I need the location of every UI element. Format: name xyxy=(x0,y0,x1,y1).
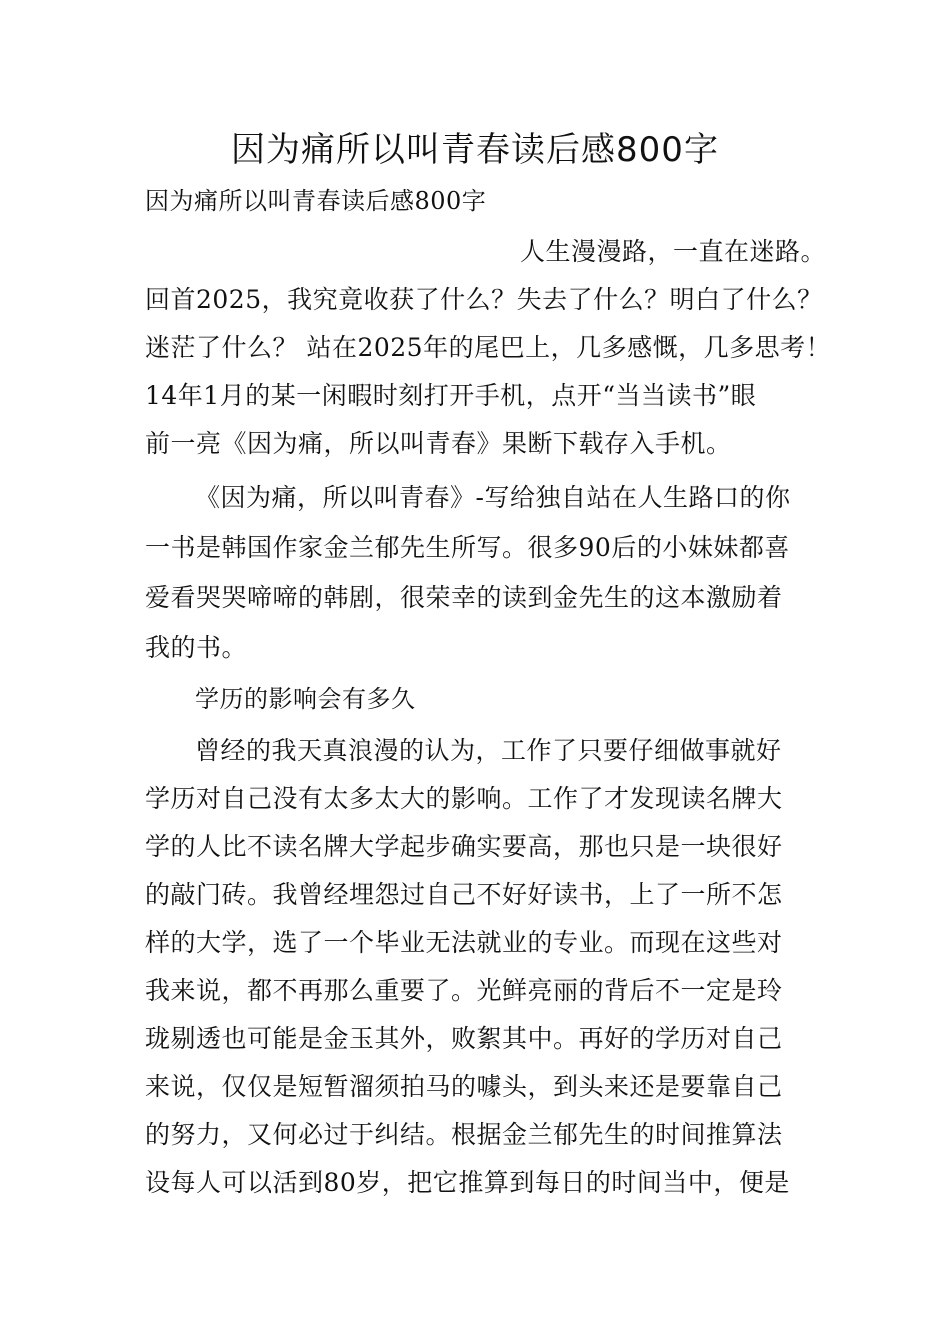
paragraph-line: 来说，仅仅是短暂溜须拍马的噱头，到头来还是要靠自己 xyxy=(145,1072,783,1101)
document-subtitle: 因为痛所以叫青春读后感800字 xyxy=(145,187,487,215)
paragraph-line: 回首2025，我究竟收获了什么？失去了什么？明白了什么？ xyxy=(145,285,823,314)
paragraph-line: 前一亮《因为痛，所以叫青春》果断下载存入手机。 xyxy=(145,429,732,458)
paragraph-line: 迷茫了什么？ 站在2025年的尾巴上，几多感慨，几多思考！ xyxy=(145,333,832,362)
paragraph-line: 我来说，都不再那么重要了。光鲜亮丽的背后不一定是玲 xyxy=(145,976,783,1005)
paragraph-line: 设每人可以活到80岁，把它推算到每日的时间当中，便是 xyxy=(145,1168,790,1197)
paragraph-line: 一书是韩国作家金兰郁先生所写。很多90后的小妹妹都喜 xyxy=(145,533,790,562)
paragraph-line: 珑剔透也可能是金玉其外，败絮其中。再好的学历对自己 xyxy=(145,1024,783,1053)
paragraph-line: 曾经的我天真浪漫的认为，工作了只要仔细做事就好 xyxy=(195,736,782,765)
section-heading: 学历的影响会有多久 xyxy=(195,685,416,713)
paragraph-line: 爱看哭哭啼啼的韩剧，很荣幸的读到金先生的这本激励着 xyxy=(145,583,783,612)
paragraph-line: 14年1月的某一闲暇时刻打开手机，点开“当当读书”眼 xyxy=(145,381,757,410)
paragraph-line: 样的大学，选了一个毕业无法就业的专业。而现在这些对 xyxy=(145,928,783,957)
paragraph-line: 学历对自己没有太多太大的影响。工作了才发现读名牌大 xyxy=(145,784,783,813)
paragraph-line: 《因为痛，所以叫青春》-写给独自站在人生路口的你 xyxy=(195,483,791,512)
paragraph-line: 学的人比不读名牌大学起步确实要高，那也只是一块很好 xyxy=(145,832,783,861)
paragraph-line: 的努力，又何必过于纠结。根据金兰郁先生的时间推算法 xyxy=(145,1120,783,1149)
paragraph-line: 的敲门砖。我曾经埋怨过自己不好好读书，上了一所不怎 xyxy=(145,880,783,909)
paragraph-line: 人生漫漫路，一直在迷路。 xyxy=(520,237,827,266)
paragraph-line: 我的书。 xyxy=(145,633,248,662)
document-title: 因为痛所以叫青春读后感800字 xyxy=(231,130,719,170)
